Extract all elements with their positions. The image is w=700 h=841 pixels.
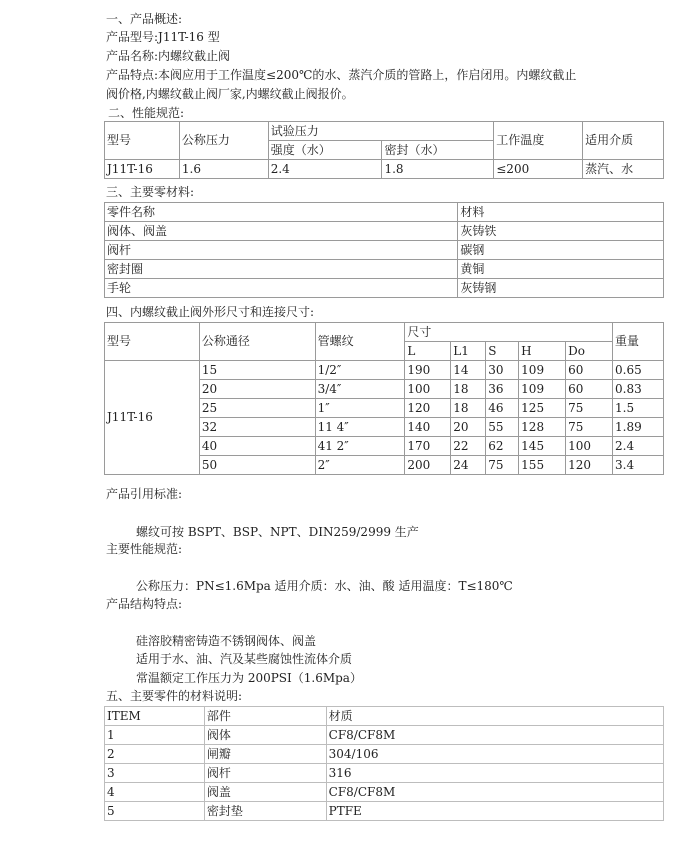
table-cell: 1/2″ — [315, 361, 405, 380]
dim-header-thread: 管螺纹 — [315, 323, 405, 361]
table-cell: 30 — [486, 361, 519, 380]
table-cell: 109 — [519, 361, 566, 380]
table-cell: 140 — [405, 418, 451, 437]
table-cell: 200 — [405, 456, 451, 475]
table-cell: 1.6 — [179, 160, 268, 179]
performance-table — [104, 121, 664, 179]
table-cell: 100 — [566, 437, 613, 456]
table-cell: 碳钢 — [458, 241, 664, 260]
table-cell: 灰铸钢 — [458, 279, 664, 298]
table-cell: 62 — [486, 437, 519, 456]
structure-line-3: 常温额定工作压力为 200PSI（1.6Mpa） — [136, 671, 362, 685]
table-cell: 阀体、阀盖 — [105, 222, 458, 241]
table-cell: 145 — [519, 437, 566, 456]
parts-heading: 五、主要零件的材料说明: — [106, 689, 243, 703]
table-cell: 0.83 — [613, 380, 664, 399]
table-row — [105, 361, 664, 380]
table-cell: ≤200 — [494, 160, 583, 179]
dim-header-L1: L1 — [451, 342, 486, 361]
table-row — [105, 222, 664, 241]
table-row — [105, 745, 664, 764]
table-cell: 15 — [199, 361, 315, 380]
table-cell: 60 — [566, 361, 613, 380]
table-cell: 18 — [451, 399, 486, 418]
table-cell: 2″ — [315, 456, 405, 475]
perf-header-seal: 密封（水） — [382, 141, 494, 160]
table-row — [105, 802, 664, 821]
mat-header-material: 材料 — [458, 203, 664, 222]
table-cell: 14 — [451, 361, 486, 380]
table-cell: 25 — [199, 399, 315, 418]
performance-heading: 二、性能规范: — [108, 106, 185, 120]
table-cell: 109 — [519, 380, 566, 399]
table-cell: 46 — [486, 399, 519, 418]
table-cell: 36 — [486, 380, 519, 399]
standards-text: 螺纹可按 BSPT、BSP、NPT、DIN259/2999 生产 — [136, 525, 419, 539]
parts-header-part: 部件 — [204, 707, 326, 726]
perf-header-nominal-pressure: 公称压力 — [179, 122, 268, 160]
main-spec-text: 公称压力：PN≤1.6Mpa 适用介质：水、油、酸 适用温度：T≤180℃ — [136, 579, 513, 593]
table-cell: 170 — [405, 437, 451, 456]
perf-header-work-temp: 工作温度 — [494, 122, 583, 160]
table-cell: 155 — [519, 456, 566, 475]
structure-line-1: 硅溶胶精密铸造不锈钢阀体、阀盖 — [136, 634, 317, 648]
table-row — [105, 279, 664, 298]
table-cell: CF8/CF8M — [326, 783, 663, 802]
table-cell: 22 — [451, 437, 486, 456]
dim-header-weight: 重量 — [613, 323, 664, 361]
table-row — [105, 241, 664, 260]
table-row — [105, 726, 664, 745]
table-cell: 20 — [451, 418, 486, 437]
table-cell: 1″ — [315, 399, 405, 418]
structure-heading: 产品结构特点: — [106, 597, 183, 611]
mat-header-part: 零件名称 — [105, 203, 458, 222]
table-cell: 蒸汽、水 — [583, 160, 664, 179]
table-cell: 5 — [105, 802, 205, 821]
table-row — [105, 783, 664, 802]
table-cell: 阀盖 — [204, 783, 326, 802]
parts-header-material: 材质 — [326, 707, 663, 726]
table-cell: 316 — [326, 764, 663, 783]
dimensions-table — [104, 322, 664, 475]
parts-table — [104, 706, 664, 821]
table-cell: 75 — [566, 418, 613, 437]
table-cell: 黄铜 — [458, 260, 664, 279]
table-cell: 2.4 — [613, 437, 664, 456]
table-cell: 55 — [486, 418, 519, 437]
table-cell: 3 — [105, 764, 205, 783]
table-cell: 手轮 — [105, 279, 458, 298]
table-cell: 32 — [199, 418, 315, 437]
dim-header-S: S — [486, 342, 519, 361]
features-line-1: 产品特点:本阀应用于工作温度≤200℃的水、蒸汽介质的管路上，作启闭用。内螺纹截止 — [106, 68, 577, 82]
table-cell: 1 — [105, 726, 205, 745]
table-cell: 阀杆 — [105, 241, 458, 260]
table-cell: 密封圈 — [105, 260, 458, 279]
table-cell: 128 — [519, 418, 566, 437]
table-cell: CF8/CF8M — [326, 726, 663, 745]
table-cell: 灰铸铁 — [458, 222, 664, 241]
table-cell: 100 — [405, 380, 451, 399]
overview-heading: 一、产品概述: — [106, 12, 183, 26]
model-line: 产品型号:J11T-16 型 — [106, 30, 220, 44]
dim-header-L: L — [405, 342, 451, 361]
table-cell: 阀杆 — [204, 764, 326, 783]
materials-table — [104, 202, 664, 298]
table-cell: 41 2″ — [315, 437, 405, 456]
dimensions-heading: 四、内螺纹截止阀外形尺寸和连接尺寸: — [106, 305, 315, 319]
table-cell: 125 — [519, 399, 566, 418]
table-cell: 50 — [199, 456, 315, 475]
materials-heading: 三、主要零材料: — [106, 185, 195, 199]
dim-header-H: H — [519, 342, 566, 361]
dim-model-cell: J11T-16 — [105, 361, 200, 475]
dim-header-Do: Do — [566, 342, 613, 361]
table-cell: 60 — [566, 380, 613, 399]
standards-heading: 产品引用标准: — [106, 487, 183, 501]
perf-header-medium: 适用介质 — [583, 122, 664, 160]
table-cell: 120 — [405, 399, 451, 418]
table-cell: 2.4 — [268, 160, 382, 179]
table-cell: 11 4″ — [315, 418, 405, 437]
table-cell: 75 — [486, 456, 519, 475]
table-cell: 40 — [199, 437, 315, 456]
table-cell: 3.4 — [613, 456, 664, 475]
table-cell: 0.65 — [613, 361, 664, 380]
table-cell: 1.89 — [613, 418, 664, 437]
table-row — [105, 764, 664, 783]
structure-line-2: 适用于水、油、汽及某些腐蚀性流体介质 — [136, 652, 353, 666]
table-row — [105, 260, 664, 279]
dim-header-size: 尺寸 — [405, 323, 613, 342]
table-cell: 190 — [405, 361, 451, 380]
parts-header-item: ITEM — [105, 707, 205, 726]
perf-header-strength: 强度（水） — [268, 141, 382, 160]
table-cell: 闸瓣 — [204, 745, 326, 764]
table-cell: 20 — [199, 380, 315, 399]
perf-header-test-pressure: 试验压力 — [268, 122, 494, 141]
table-cell: 2 — [105, 745, 205, 764]
table-cell: 24 — [451, 456, 486, 475]
table-cell: 1.8 — [382, 160, 494, 179]
table-cell: 阀体 — [204, 726, 326, 745]
table-cell: 密封垫 — [204, 802, 326, 821]
table-cell: 120 — [566, 456, 613, 475]
table-cell: 1.5 — [613, 399, 664, 418]
table-cell: 4 — [105, 783, 205, 802]
table-cell: 304/106 — [326, 745, 663, 764]
table-cell: 3/4″ — [315, 380, 405, 399]
features-line-2: 阀价格,内螺纹截止阀厂家,内螺纹截止阀报价。 — [106, 87, 354, 101]
main-spec-heading: 主要性能规范: — [106, 542, 183, 556]
table-cell: 18 — [451, 380, 486, 399]
table-cell: 75 — [566, 399, 613, 418]
table-row — [105, 160, 664, 179]
perf-header-model: 型号 — [105, 122, 180, 160]
dim-header-model: 型号 — [105, 323, 200, 361]
dim-header-dn: 公称通径 — [199, 323, 315, 361]
name-line: 产品名称:内螺纹截止阀 — [106, 49, 231, 63]
table-cell: PTFE — [326, 802, 663, 821]
table-cell: J11T-16 — [105, 160, 180, 179]
